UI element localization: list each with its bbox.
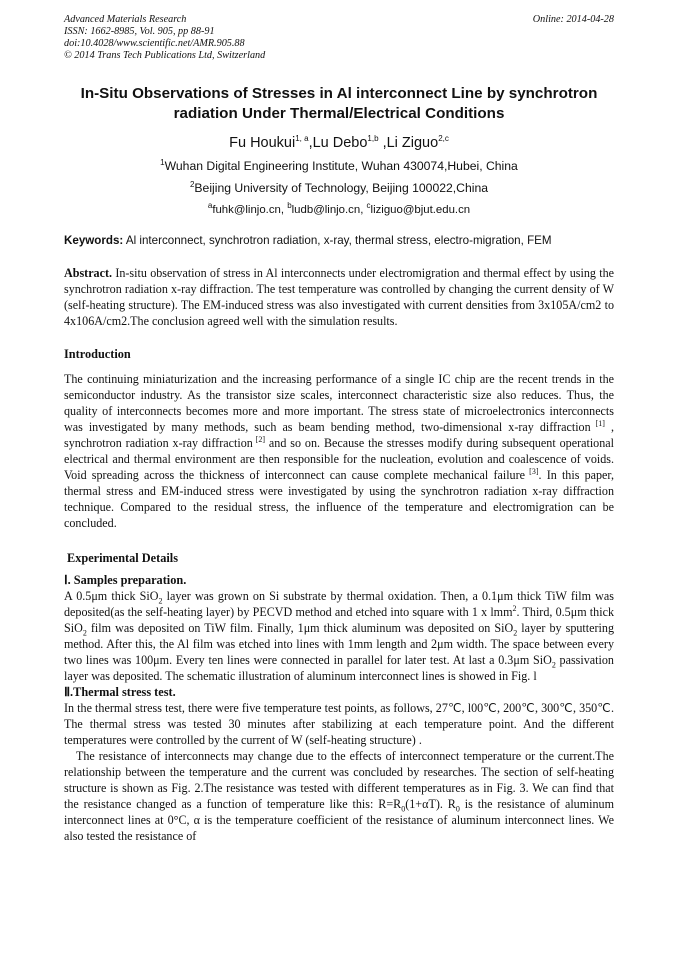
subscript: 2 [513,628,518,638]
email-text: fuhk@linjo.cn, [212,204,288,216]
affiliation-sup: 2 [189,179,195,189]
journal-header [64,14,614,62]
subscript: 2 [82,628,87,638]
author-name: ,Li Ziguo [378,135,439,151]
body-text: A 0.5μm thick SiO [64,589,159,603]
body-text: layer by sputtering method. After this, the Al film was etched into lines with 1mm length and 2μm width. The space between every two lines was 100μm. Every ten lines were connected in parallel for later test. At last a 0.3μm SiO [64,621,614,667]
intro-text: and so on. Because the stresses modify during subsequent operational electrical and thermal environment are then responsible for the nucleation, evolution and coalescence of voids. Void spreading across the thickness of interconnect can cause complete mechanical failure [64,436,615,482]
author-emails [64,203,614,218]
affiliation-sup: 1 [160,157,165,167]
subscript: 2 [551,660,556,670]
paper-title: In-Situ Observations of Stresses in Al interconnect Line by synchrotron radiation Under Thermal/Electrical Conditions [80,85,598,122]
email-text: liziguo@bjut.edu.cn [370,204,471,216]
author-list [64,134,614,152]
affiliation-1 [64,159,614,174]
author-sup: 2,c [438,134,449,144]
email-sup: b [287,201,292,211]
subsection-heading-samples: Ⅰ. Samples preparation. [64,573,187,587]
samples-paragraph [64,588,614,684]
journal-name: Advanced Materials Research [64,14,187,25]
body-text: film was deposited on TiW film. Finally, 1μm thick aluminum was deposited on SiO [86,621,514,635]
body-text: . Third, 0.5μm thick SiO [64,605,614,635]
journal-issn: ISSN: 1662-8985, Vol. 905, pp 88-91 [64,26,215,37]
body-text: is the resistance of aluminum interconnect lines at 0°C, α is the temperature coefficient of the resistance of aluminum interconnect lines. We also tested the resistance of [64,797,614,843]
author-sup: 1,b [367,134,379,144]
superscript: 2 [512,603,517,613]
paper-page [64,14,614,844]
body-text: layer was grown on Si substrate by thermal oxidation. Then, a 0.1μm thick TiW film was deposited(as the self-heating layer) by PECVD method and etched into square with 1 x lmm [64,589,614,619]
citation-ref: [1] [590,418,605,428]
abstract-label: Abstract. [64,266,113,280]
abstract-text: In-situ observation of stress in Al interconnects under electromigration and thermal effect by using the synchrotron radiation x-ray diffraction. The test temperature was controlled by changing the current density of W (self-heating structure). The EM-induced stress was also investigated with current densities from 3x105A/cm2 to 4x106A/cm2.The conclusion agreed well with the simulation results. [64,266,614,328]
email-text: ludb@linjo.cn, [291,204,367,216]
journal-doi: doi:10.4028/www.scientific.net/AMR.905.88 [64,38,245,49]
online-date: Online: 2014-04-28 [532,14,614,25]
journal-copyright: © 2014 Trans Tech Publications Ltd, Switzerland [64,50,266,61]
intro-paragraph [64,371,614,531]
subsection-heading-thermal: Ⅱ.Thermal stress test. [64,685,176,699]
subscript: 0 [401,804,406,814]
email-sup: c [366,201,371,211]
email-sup: a [207,201,213,211]
body-text: The resistance of interconnects may change due to the effects of interconnect temperature or the current.The relationship between the temperature and the current was concluded by researches. The section of self-heating structure is shown as Fig. 2.The resistance was tested with different temperatures as in Fig. 3. We can find that the resistance changed as a function of temperature like this: R=R [64,749,614,811]
affiliation-text: Beijing University of Technology, Beijing 100022,China [194,181,489,195]
abstract [64,265,614,329]
section-heading-experimental: Experimental Details [67,551,178,565]
body-text: (1+αT). R [405,797,456,811]
thermal-paragraph-1: In the thermal stress test, there were five temperature test points, as follows, 27℃, l00℃, 200℃, 300℃, 350℃. The thermal stress was tested 30 minutes after stabilizing at each temperature point. And the different temperatures were controlled by the current of W (self-heating structure) . [64,701,614,747]
citation-ref: [2] [252,434,266,444]
author-sup: 1, a [295,134,309,144]
keywords [64,233,614,248]
affiliation-text: Wuhan Digital Engineering Institute, Wuhan 430074,Hubei, China [164,159,518,173]
author-name: Fu Houkui [229,135,296,151]
author-name: ,Lu Debo [308,135,368,151]
body-text: passivation layer was deposited. The schematic illustration of aluminum interconnect lines is showed in Fig. l [64,653,614,683]
keywords-text: Al interconnect, synchrotron radiation, x-ray, thermal stress, electro-migration, FEM [123,234,552,247]
intro-text: , synchrotron radiation x-ray diffraction [64,420,615,450]
affiliation-2 [64,181,614,196]
section-heading-introduction: Introduction [64,347,131,361]
intro-text: The continuing miniaturization and the increasing performance of a single IC chip are the recent trends in the semiconductor industry. As the transistor size scales, interconnect characteristic size also reduces. Thus, the quality of interconnects becomes more and more important. The stress state of microelectronics interconnects was investigated by many methods, such as beam bending method, two-dimensional x-ray diffraction [64,372,614,434]
citation-ref: [3] [525,466,539,476]
subscript: 0 [455,804,460,814]
thermal-paragraph-2 [64,748,614,844]
subscript: 2 [158,596,163,606]
keywords-label: Keywords: [64,234,124,247]
intro-text: . In this paper, thermal stress and EM-induced stress were investigated by using the synchrotron radiation x-ray diffraction technique. Compared to the residual stress, the influence of the temperature and electromigration can be concluded. [64,468,614,530]
